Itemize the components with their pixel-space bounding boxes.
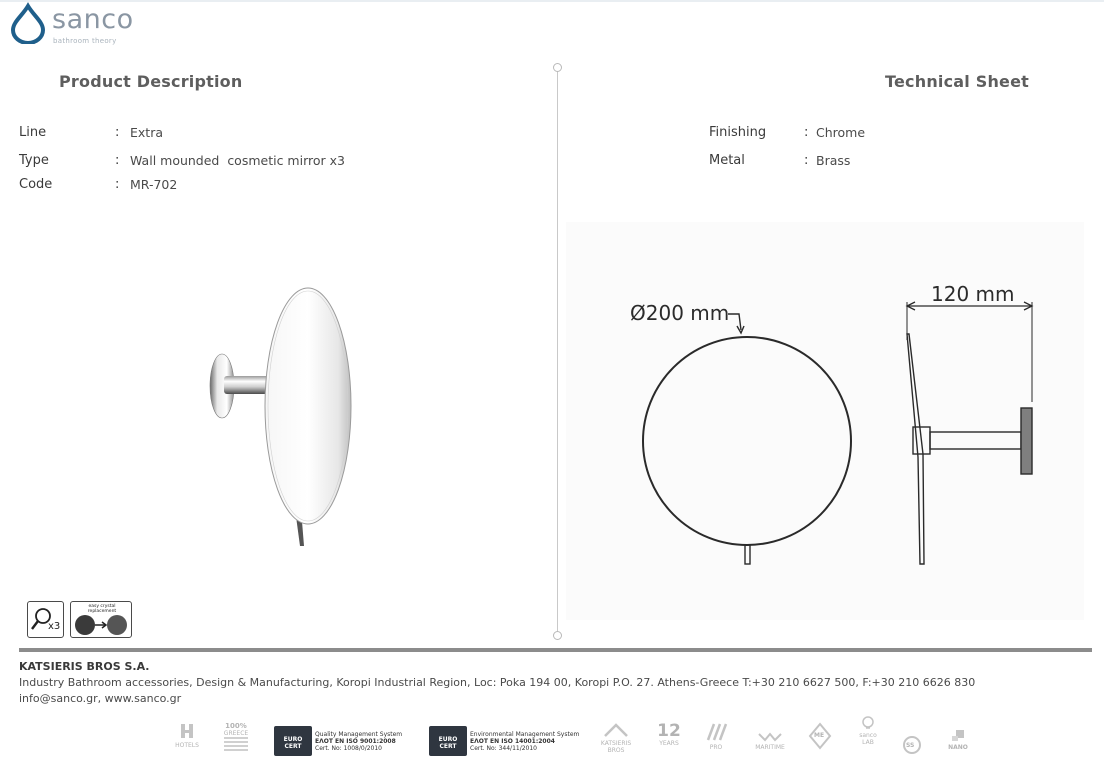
technical-sheet-heading: Technical Sheet [885,72,1029,91]
company-name: KATSIERIS BROS S.A. [19,660,150,673]
hotels-badge [172,722,202,749]
spec-separator: : [115,125,120,140]
column-divider [557,67,558,635]
sanco-logo[interactable] [10,0,140,46]
maritime-badge [752,730,788,751]
brand-name: sanco [52,4,134,35]
lab-badge [854,716,882,746]
years-label: YEARS [659,740,679,747]
quality-cert [315,731,402,752]
spec-value: Extra [130,125,163,140]
top-border [0,0,1104,2]
ems-title: Environmental Management System [470,731,580,738]
spec-value: Wall mounded cosmetic mirror x3 [130,153,345,168]
pro-badge [702,722,730,751]
product-description-heading: Product Description [59,72,243,91]
company-address: Industry Bathroom accessories, Design & Manufacturing, Koropi Industrial Region, Loc: Poka 194 00, Koropi P.O. 27. Athens-Greece T:+30 210 6627 500, F:+30 210 6626 830 [19,676,976,689]
ems-cert-no: Cert. No: 344/11/2010 [470,745,538,752]
product-image [200,284,360,554]
qms-standard: ΕΛΟΤ EN ISO 9001:2008 [315,738,396,745]
ems-standard: ΕΛΟΤ EN ISO 14001:2004 [470,738,555,745]
lab-label: sanco LAB [859,732,877,746]
roof-icon [603,722,629,738]
spec-label: Line [19,125,47,140]
crystal-label: easy crystal replacement [87,604,117,614]
greece-badge [221,722,251,753]
depth-dimension: 120 mm [931,282,1015,306]
ss-label: SS [906,742,915,749]
pro-stripes-icon [704,722,728,742]
spec-separator: : [115,153,120,168]
eurocert-logo-quality [274,726,312,756]
spec-separator: : [804,125,809,140]
eurocert-logo-environment [429,726,467,756]
greek-flag-icon [224,737,248,751]
spec-label: Finishing [709,125,767,140]
mirror-glass-icon [71,613,131,637]
spec-value: MR-702 [130,177,178,192]
katsieris-badge [598,722,634,754]
spec-label: Metal [709,153,745,168]
greece-percent: 100% [225,722,247,730]
nano-badge [944,728,972,751]
nano-square-icon [949,728,967,742]
eurocert-label: EURO CERT [283,736,303,750]
spec-label: Code [19,177,53,192]
me-badge [806,722,834,752]
maritime-label: MARITIME [755,744,785,751]
environment-cert [470,731,579,752]
greece-label: GREECE [223,730,249,737]
wave-icon [757,730,783,742]
diameter-dimension: Ø200 mm [630,301,730,325]
magnify-x3-badge [27,601,64,638]
brand-tagline: bathroom theory [53,37,117,45]
ss-badge [900,735,924,757]
spec-label: Type [19,153,49,168]
qms-title: Quality Management System [315,731,403,738]
footer-rule [19,648,1092,652]
katsieris-label: KATSIERIS BROS [600,740,632,754]
eurocert-label: EURO CERT [438,736,458,750]
nano-label: NANO [948,744,968,751]
technical-drawing [566,222,1084,620]
hotel-building-icon [177,722,197,740]
spec-value: Brass [816,153,851,168]
spec-value: Chrome [816,125,866,140]
spec-separator: : [804,153,809,168]
lightbulb-icon [860,716,876,730]
divider-top-dot [553,63,562,72]
years-badge [655,722,683,747]
company-contact[interactable]: info@sanco.gr, www.sanco.gr [19,692,182,705]
crystal-replacement-badge [70,601,132,638]
qms-cert-no: Cert. No: 1008/0/2010 [315,745,383,752]
me-label: ME [814,732,825,739]
years-number: 12 [657,721,681,741]
magnify-label: x3 [48,621,61,632]
water-drop-icon [10,2,46,44]
divider-bottom-dot [553,631,562,640]
hotels-label: HOTELS [175,742,199,749]
pro-label: PRO [709,744,723,751]
spec-separator: : [115,177,120,192]
